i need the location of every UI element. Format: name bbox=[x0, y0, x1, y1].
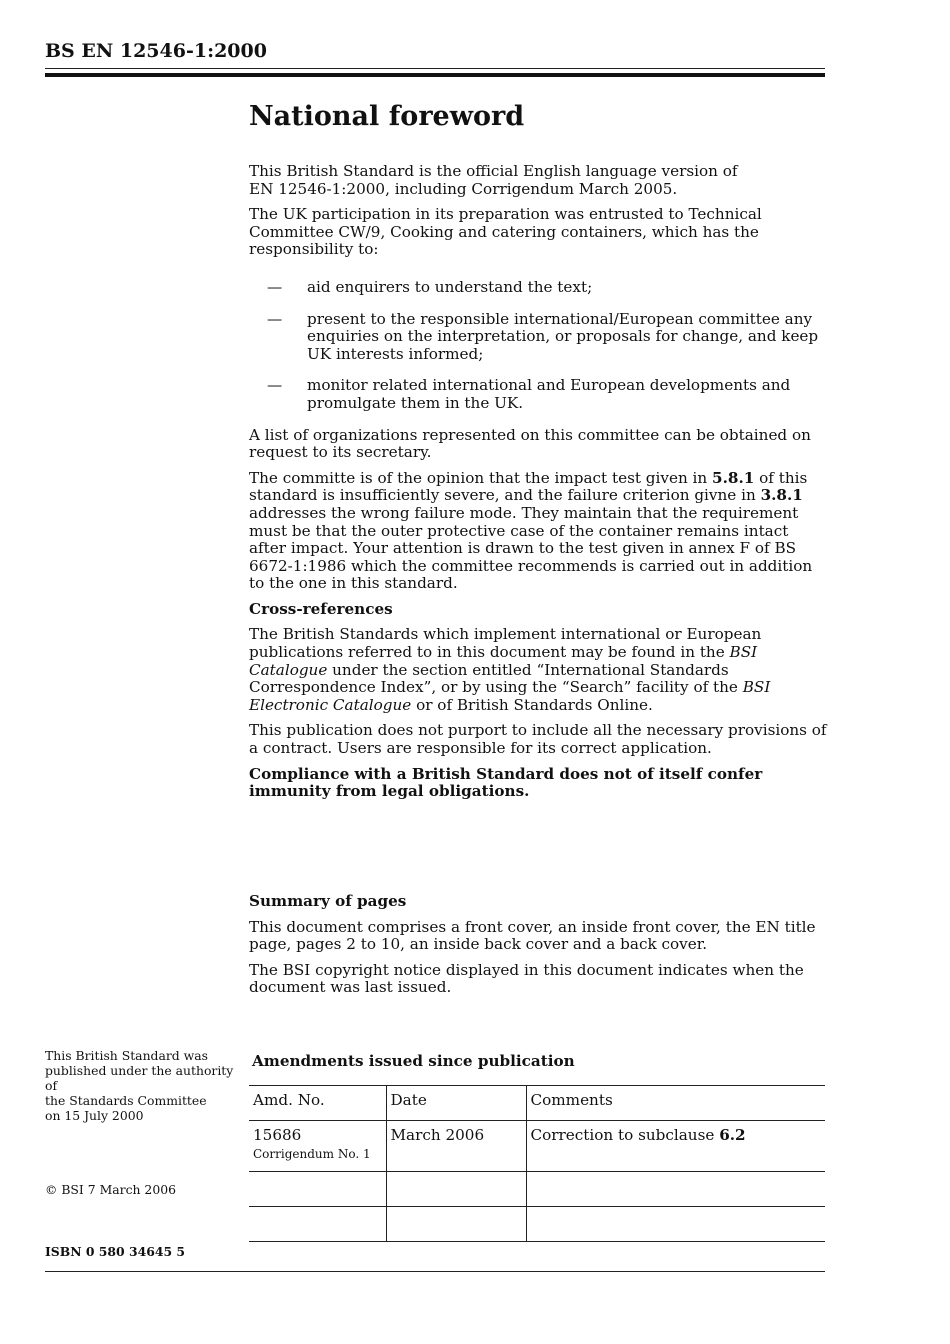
cross-ref-text-a: The British Standards which implement international or European publications referred to in this document may be found in the bbox=[249, 625, 762, 662]
empty-cell bbox=[386, 1172, 526, 1207]
summary-paragraph-1: This document comprises a front cover, an inside front cover, the EN title page, pages 2 to 10, an inside back cover and a back cover. bbox=[249, 917, 816, 954]
participation-paragraph: The UK participation in its preparation was entrusted to Technical Committee CW/9, Cooking and catering containers, which has the responsibility to: bbox=[249, 205, 762, 259]
summary-heading: Summary of pages bbox=[249, 892, 407, 910]
empty-cell bbox=[386, 1207, 526, 1242]
date-cell: March 2006 bbox=[386, 1121, 526, 1172]
intro-paragraph bbox=[249, 163, 829, 198]
empty-cell bbox=[526, 1172, 825, 1207]
cross-ref-text-e: or of British Standards Online. bbox=[411, 695, 653, 714]
dash-marker: — bbox=[267, 277, 283, 296]
amd-number: 15686 bbox=[253, 1126, 302, 1144]
clause-ref: 5.8.1 bbox=[712, 468, 755, 487]
table-header-row bbox=[249, 1086, 825, 1121]
page-title: National foreword bbox=[249, 101, 525, 132]
cross-ref-text-c: under the section entitled “International Standards Correspondence Index”, or by using the “Search” facility of the bbox=[249, 660, 743, 697]
publication-line: published under the authority of bbox=[45, 1063, 234, 1093]
comment-cell bbox=[526, 1121, 825, 1172]
intro-line-1: This British Standard is the official English language version of bbox=[249, 162, 738, 180]
publication-line: the Standards Committee bbox=[45, 1093, 207, 1108]
catalogue-title: BSI Catalogue bbox=[249, 643, 758, 679]
column-header-comments: Comments bbox=[526, 1086, 825, 1121]
footer-rule bbox=[45, 1271, 825, 1272]
dash-marker: — bbox=[267, 309, 283, 328]
summary-paragraph-2: The BSI copyright notice displayed in this document indicates when the document was last issued. bbox=[249, 960, 804, 997]
cross-references-paragraph bbox=[249, 626, 829, 714]
dash-marker: — bbox=[267, 376, 283, 395]
list-item bbox=[249, 311, 829, 364]
list-item-text: aid enquirers to understand the text; bbox=[307, 277, 593, 296]
cross-references-heading: Cross-references bbox=[249, 599, 393, 618]
list-item bbox=[249, 377, 829, 412]
foreword-body bbox=[249, 163, 829, 809]
publication-line: on 15 July 2000 bbox=[45, 1108, 144, 1123]
publication-note bbox=[45, 1048, 240, 1123]
isbn: ISBN 0 580 34645 5 bbox=[45, 1244, 186, 1259]
list-item bbox=[249, 279, 829, 297]
document-code: BS EN 12546-1:2000 bbox=[45, 40, 267, 62]
list-item-text: monitor related international and European developments and promulgate them in the UK. bbox=[307, 376, 791, 412]
provisions-paragraph: This publication does not purport to include all the necessary provisions of a contract. Users are responsible for its correct application. bbox=[249, 721, 827, 758]
amendments-table bbox=[249, 1085, 825, 1242]
header-rule-thick bbox=[45, 73, 825, 77]
empty-cell bbox=[249, 1207, 386, 1242]
empty-cell bbox=[526, 1207, 825, 1242]
publication-line: This British Standard was bbox=[45, 1048, 209, 1063]
clause-ref: 3.8.1 bbox=[760, 486, 803, 505]
table-row-empty bbox=[249, 1207, 825, 1242]
compliance-statement: Compliance with a British Standard does not of itself confer immunity from legal obligations. bbox=[249, 764, 763, 801]
opinion-text-e: addresses the wrong failure mode. They maintain that the requirement must be that the outer protective case of the container remains intact after impact. Your attention is drawn to the test given in annex F of BS 6672-1:1986 which the committee recommends is carried out in addition to the one in this standard. bbox=[249, 503, 813, 593]
amendments-title: Amendments issued since publication bbox=[252, 1052, 575, 1070]
organizations-paragraph: A list of organizations represented on this committee can be obtained on request to its secretary. bbox=[249, 425, 811, 462]
opinion-text-c: of this standard is insufficiently severe, and the failure criterion givne in bbox=[249, 468, 808, 505]
electronic-catalogue-title: BSI Electronic Catalogue bbox=[249, 678, 771, 714]
copyright-notice: © BSI 7 March 2006 bbox=[45, 1182, 176, 1197]
table-row-empty bbox=[249, 1172, 825, 1207]
amd-no-cell bbox=[249, 1121, 386, 1172]
column-header-amd-no: Amd. No. bbox=[249, 1086, 386, 1121]
empty-cell bbox=[249, 1172, 386, 1207]
summary-of-pages bbox=[249, 893, 829, 1005]
list-item-text: present to the responsible international/European committee any enquiries on the interpretation, or proposals for change, and keep UK interests informed; bbox=[307, 309, 819, 363]
table-row bbox=[249, 1121, 825, 1172]
column-header-date: Date bbox=[386, 1086, 526, 1121]
amd-note: Corrigendum No. 1 bbox=[253, 1147, 371, 1161]
comment-text: Correction to subclause bbox=[530, 1126, 720, 1144]
opinion-paragraph bbox=[249, 470, 829, 593]
responsibility-list bbox=[249, 279, 829, 413]
subclause-ref: 6.2 bbox=[719, 1126, 746, 1144]
opinion-text-a: The committe is of the opinion that the impact test given in bbox=[249, 468, 713, 487]
header-rule-thin bbox=[45, 68, 825, 69]
intro-line-2: EN 12546-1:2000, including Corrigendum March 2005. bbox=[249, 179, 678, 198]
